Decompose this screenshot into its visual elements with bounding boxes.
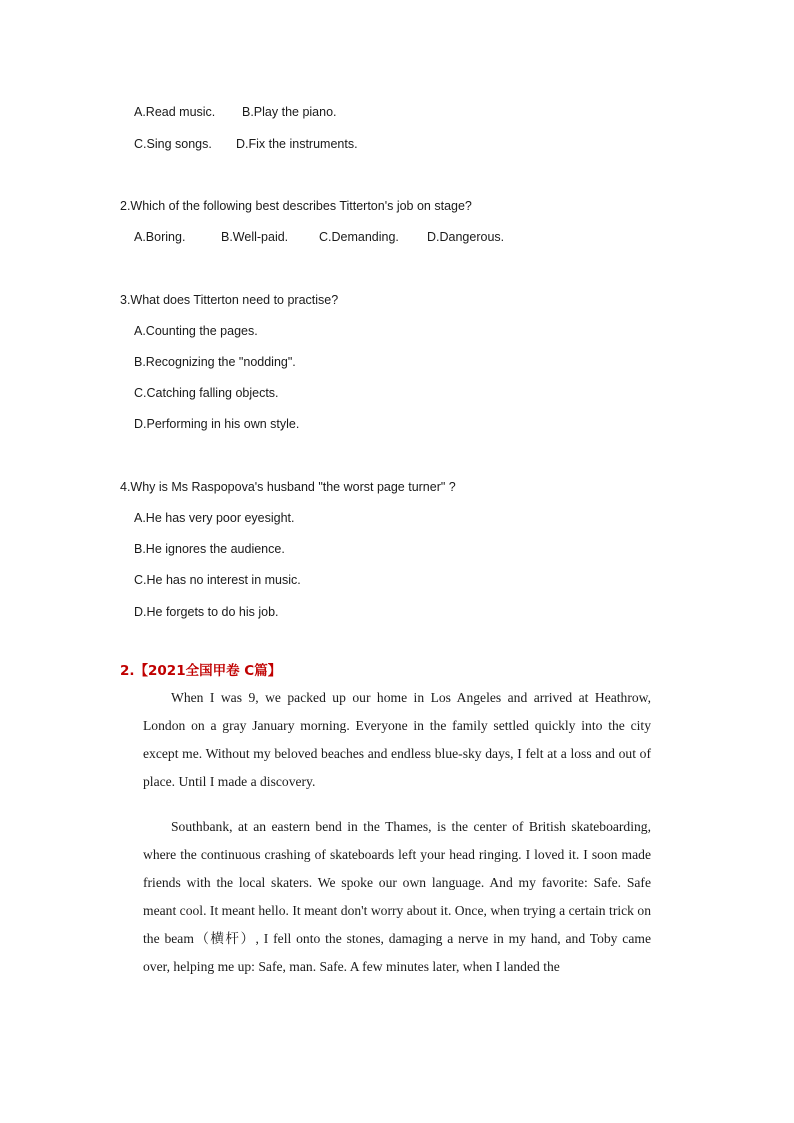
q2-option-c: C.Demanding.	[319, 230, 399, 244]
passage-paragraph-2: Southbank, at an eastern bend in the Thames, is the center of British skateboarding, where the continuous crashing of skateboards left your head ringing. I loved it. I soon made friends with the local skaters. We spoke our own language. And my favorite: Safe. Safe meant cool. It meant hello. It meant don't worry about it. Once, when trying a certain trick on the beam（横杆）, I fell onto the stones, damaging a nerve in my hand, and Toby came over, helping me up: Safe, man. Safe. A few minutes later, when I landed the	[143, 819, 651, 974]
passage-paragraph-1: When I was 9, we packed up our home in Los Angeles and arrived at Heathrow, London on a gray January morning. Everyone in the family settled quickly into the city except me. Without my beloved beaches and endless blue-sky days, I felt at a loss and out of place. Until I made a discovery.	[143, 690, 651, 789]
q3-question: 3.What does Titterton need to practise?	[120, 293, 339, 307]
q1-option-d: D.Fix the instruments.	[236, 137, 358, 151]
q2-question: 2.Which of the following best describes Titterton's job on stage?	[120, 199, 472, 213]
q1-option-a: A.Read music.	[134, 105, 216, 119]
reading-passage-continued	[143, 813, 651, 981]
q2-option-a: A.Boring.	[134, 230, 186, 244]
q3-option-c: C.Catching falling objects.	[134, 386, 279, 400]
q2-option-b: B.Well-paid.	[221, 230, 289, 244]
q4-question: 4.Why is Ms Raspopova's husband "the worst page turner" ?	[120, 480, 456, 494]
q1-option-c: C.Sing songs.	[134, 137, 212, 151]
q3-option-d: D.Performing in his own style.	[134, 417, 300, 431]
section-heading: 2.【2021全国甲卷 C篇】	[120, 663, 282, 679]
reading-passage	[143, 684, 651, 796]
q1-option-b: B.Play the piano.	[242, 105, 337, 119]
q4-option-c: C.He has no interest in music.	[134, 573, 301, 587]
q1-options-row-1	[134, 104, 337, 120]
q3-option-a: A.Counting the pages.	[134, 324, 258, 338]
q4-option-d: D.He forgets to do his job.	[134, 605, 279, 619]
q4-option-b: B.He ignores the audience.	[134, 542, 285, 556]
q1-options-row-2	[134, 136, 358, 152]
q2-option-d: D.Dangerous.	[427, 230, 505, 244]
q2-options-row	[134, 229, 504, 245]
q3-option-b: B.Recognizing the "nodding".	[134, 355, 296, 369]
q4-option-a: A.He has very poor eyesight.	[134, 511, 295, 525]
